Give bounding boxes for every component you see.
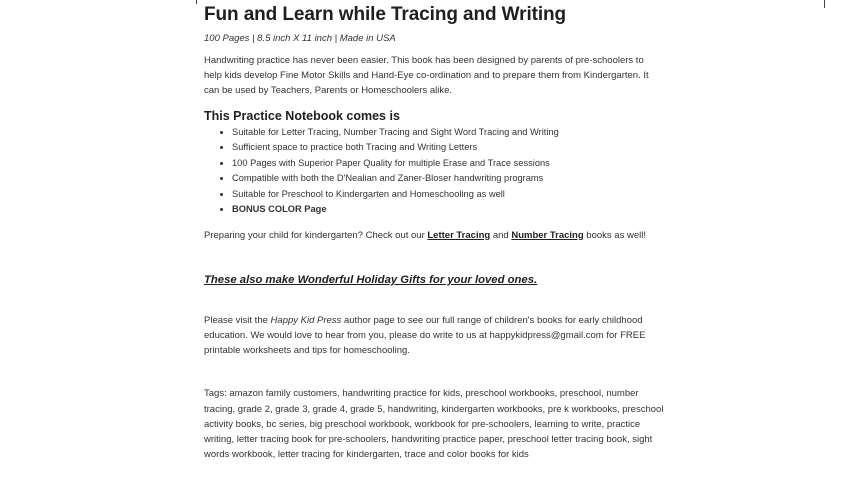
section-heading: This Practice Notebook comes is [204, 108, 400, 123]
product-specs: 100 Pages | 8.5 inch X 11 inch | Made in USA [204, 33, 396, 44]
feature-list [204, 125, 664, 218]
list-item: • Suitable for Preschool to Kindergarten and Homeschooling as well [232, 187, 664, 203]
prep-text-before: Preparing your child for kindergarten? Check out our [204, 229, 428, 241]
brand-name: Happy Kid Press [270, 314, 342, 326]
letter-tracing-link[interactable]: Letter Tracing [427, 229, 491, 241]
document-page [204, 4, 664, 462]
visit-text-after: author page to see our full range of children's books for early childhood education. We would love to hear from you, please do write to us at happykidpress@gmail.com for FREE printable worksheets and tips for homeschooling. [204, 314, 646, 357]
visit-paragraph [204, 313, 664, 359]
list-item-bonus: • BONUS COLOR Page [232, 202, 664, 218]
list-item: • Compatible with both the D'Nealian and Zaner-Bloser handwriting programs [232, 171, 664, 187]
page-title: Fun and Learn while Tracing and Writing [204, 4, 567, 25]
list-item: • Sufficient space to practice both Tracing and Writing Letters [232, 140, 664, 156]
prep-text-after: books as well! [583, 229, 646, 241]
gift-line: These also make Wonderful Holiday Gifts for your loved ones. [204, 273, 538, 286]
text-cursor-right [824, 0, 825, 8]
visit-text-before: Please visit the [204, 314, 271, 326]
prep-paragraph [204, 228, 664, 243]
text-cursor-left [196, 0, 197, 4]
tags-paragraph: Tags: amazon family customers, handwriting practice for kids, preschool workbooks, preschool, number tracing, grade 2, grade 3, grade 4, grade 5, handwriting, kindergarten workbooks, pre k workbooks, preschool activity books, bc series, big preschool workbook, workbook for pre-schoolers, learning to write, practice writing, letter tracing book for pre-schoolers, handwriting practice paper, preschool letter tracing book, sight words workbook, letter tracing for kindergarten, trace and color books for kids [204, 388, 664, 461]
list-item: • Suitable for Letter Tracing, Number Tracing and Sight Word Tracing and Writing [232, 125, 664, 141]
number-tracing-link[interactable]: Number Tracing [511, 229, 584, 241]
prep-text-and: and [490, 229, 512, 241]
list-item: • 100 Pages with Superior Paper Quality for multiple Erase and Trace sessions [232, 156, 664, 172]
intro-paragraph: Handwriting practice has never been easier. This book has been designed by parents of pre-schoolers to help kids develop Fine Motor Skills and Hand-Eye co-ordination and to prepare them from Kindergarten. It can be used by Teachers, Parents or Homeschoolers alike. [204, 55, 649, 97]
